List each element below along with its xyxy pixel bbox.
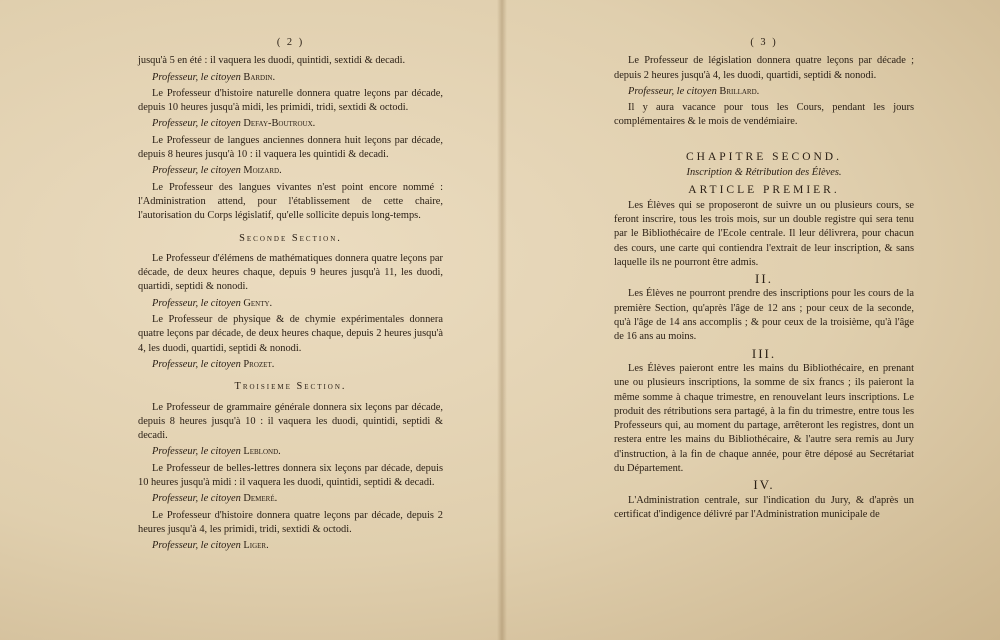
article-text: L'Administration centrale, sur l'indication du Jury, & d'après un certificat d'indigence délivré par l'Administration municipale de [614,494,914,520]
professor-line: Professeur, le citoyen Moizard. [152,165,282,177]
professor-line: Professeur, le citoyen Defay-Boutroux. [152,118,316,130]
left-page [138,36,443,556]
article-number: III. [751,345,777,361]
paragraph: Le Professeur d'élémens de mathématiques donnera quatre leçons par décade, de deux heures chaque, depuis 9 heures jusqu'à 11, les duodi, quartidi, septidi & nonodi. [138,252,443,293]
professor-line: Professeur, le citoyen Liger. [152,540,269,552]
chapter-subtitle: Inscription & Rétribution des Élèves. [686,167,842,179]
section-heading: Troisieme Section. [234,381,347,393]
article-text: Les Élèves paieront entre les mains du Bibliothécaire, en prenant une ou plusieurs inscriptions, la somme de six francs ; ils paieront la même somme à chaque trimestre, en renouvelant leurs inscriptions. Le produit des rétributions sera partagé, à la fin du trimestre, entre tous les Professeurs qui, au moment du partage, arrêteront les registres, dont un restera entre les mains du Bibliothécaire, & l'autre sera remis au Jury d'instruction, à la fin de chaque année, pour être déposé au Secrétariat du Département. [614,362,914,475]
paragraph: Le Professeur d'histoire donnera quatre leçons par décade, depuis 2 heures jusqu'à 4, les primidi, tridi, sextidi & octodi. [138,509,443,535]
chapter-heading: CHAPITRE SECOND. [686,150,842,163]
professor-line: Professeur, le citoyen Demeré. [152,493,278,505]
page-number: ( 2 ) [276,37,305,48]
professor-line: Professeur, le citoyen Prozet. [152,358,275,370]
paragraph: Le Professeur de langues anciennes donnera huit leçons par décade, depuis 8 heures jusqu'à 10 : il vaquera les quintidi & decadi. [138,134,443,161]
paragraph: Le Professeur de physique & de chymie expérimentales donnera quatre leçons par décade, de deux heures chaque, depuis 2 heures jusqu'à 4, les duodi, quartidi, septidi & nonodi. [138,314,443,354]
article-number: IV. [753,477,775,493]
professor-line: Professeur, le citoyen Brillard. [628,85,760,97]
paragraph: Le Professeur de grammaire générale donnera six leçons par décade, depuis 8 heures jusqu'à 10 : il vaquera les duodi, quintidi, septidi & decadi. [138,401,443,442]
section-heading: Seconde Section. [239,232,342,244]
paragraph: Le Professeur de législation donnera quatre leçons par décade ; depuis 2 heures jusqu'à 4, les duodi, quartidi, septidi & nonodi. [614,55,914,81]
paragraph: Il y aura vacance pour tous les Cours, pendant les jours complémentaires & le mois de vendémiaire. [614,102,914,128]
article-heading: ARTICLE PREMIER. [688,184,840,197]
paragraph: Le Professeur d'histoire naturelle donnera quatre leçons par décade, depuis 10 heures jusqu'à midi, les primidi, tridi, sextidi & octodi. [138,87,443,114]
paragraph: Le Professeur de belles-lettres donnera six leçons par décade, depuis 10 heures jusqu'à midi : il vaquera les duodi, quintidi, septidi & decadi. [138,462,443,489]
professor-line: Professeur, le citoyen Bardin. [152,71,276,83]
paragraph: jusqu'à 5 en été : il vaquera les duodi, quintidi, sextidi & decadi. [138,55,406,67]
article-number: II. [755,271,773,287]
page-number: ( 3 ) [750,37,778,48]
article-text: Les Élèves ne pourront prendre des inscriptions pour les cours de la première Section, qu'après l'âge de 12 ans ; pour ceux de la seconde, qu'à l'âge de 14 ans accomplis ; & pour ceux de la troisième, qu'à l'âge de 16 ans au moins. [614,288,914,343]
paragraph: Le Professeur des langues vivantes n'est point encore nommé : l'Administration attend, pour l'établissement de cette chaire, l'autorisation du Corps législatif, qu'elle sollicite depuis long-temps. [138,181,443,222]
professor-line: Professeur, le citoyen Leblond. [152,446,281,458]
right-page [614,36,914,524]
professor-line: Professeur, le citoyen Genty. [152,297,273,309]
article-text: Les Élèves qui se proposeront de suivre un ou plusieurs cours, se feront inscrire, tous les trois mois, sur un double registre qui sera tenu par le Bibliothécaire de l'Ecole centrale. Il leur délivrera, pour chacun des cours, une carte qui contiendra l'extrait de leur inscription, & sans laquelle ils ne pourront être admis. [614,199,914,268]
